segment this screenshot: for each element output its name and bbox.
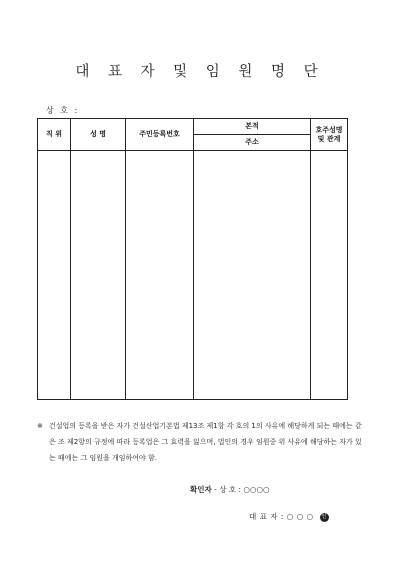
note-mark: ※ (37, 422, 43, 430)
legal-note (37, 418, 367, 466)
confirmer-line (190, 484, 270, 495)
relation-column-cell[interactable] (311, 151, 348, 400)
table-header-row (38, 119, 348, 135)
representative-text: 대 표 자 : ○ ○ ○ (249, 512, 314, 521)
resident-number-column-cell[interactable] (126, 151, 194, 400)
header-domicile: 본적 (194, 119, 311, 135)
domicile-address-column-cell[interactable] (194, 151, 311, 400)
note-text: 건설업의 등록을 받은 자가 건설산업기본법 제13조 제1항 각 호의 1의 사유에 해당하게 되는 때에는 같은 조 제2항의 규정에 따라 등록업은 그 효력을 잃으며, 법인의 경우 임원중 위 사유에 해당하는 자가 있는 때에는 그 임원을 개임하여야 함. (49, 422, 362, 462)
seal-icon: 인 (321, 513, 327, 520)
confirmer-label: 확인자 (190, 485, 212, 494)
header-position: 직 위 (38, 119, 71, 151)
officer-roster-table (37, 118, 348, 400)
header-name: 성 명 (71, 119, 126, 151)
table-body-row (38, 151, 348, 400)
representative-line (249, 511, 329, 522)
header-resident-number: 주민등록번호 (126, 119, 194, 151)
confirmer-company: - 상 호 : ○○○○ (211, 485, 270, 494)
header-address: 주소 (194, 135, 311, 151)
company-name-label: 상 호 : (46, 106, 80, 115)
header-relation-line2: 및 관계 (317, 134, 341, 143)
header-relation-line1: 호주성명 (315, 126, 343, 135)
form-title: 대 표 자 및 임 원 명 단 (75, 64, 325, 80)
header-family-head-relation (311, 119, 348, 151)
position-column-cell[interactable] (38, 151, 71, 400)
name-column-cell[interactable] (71, 151, 126, 400)
